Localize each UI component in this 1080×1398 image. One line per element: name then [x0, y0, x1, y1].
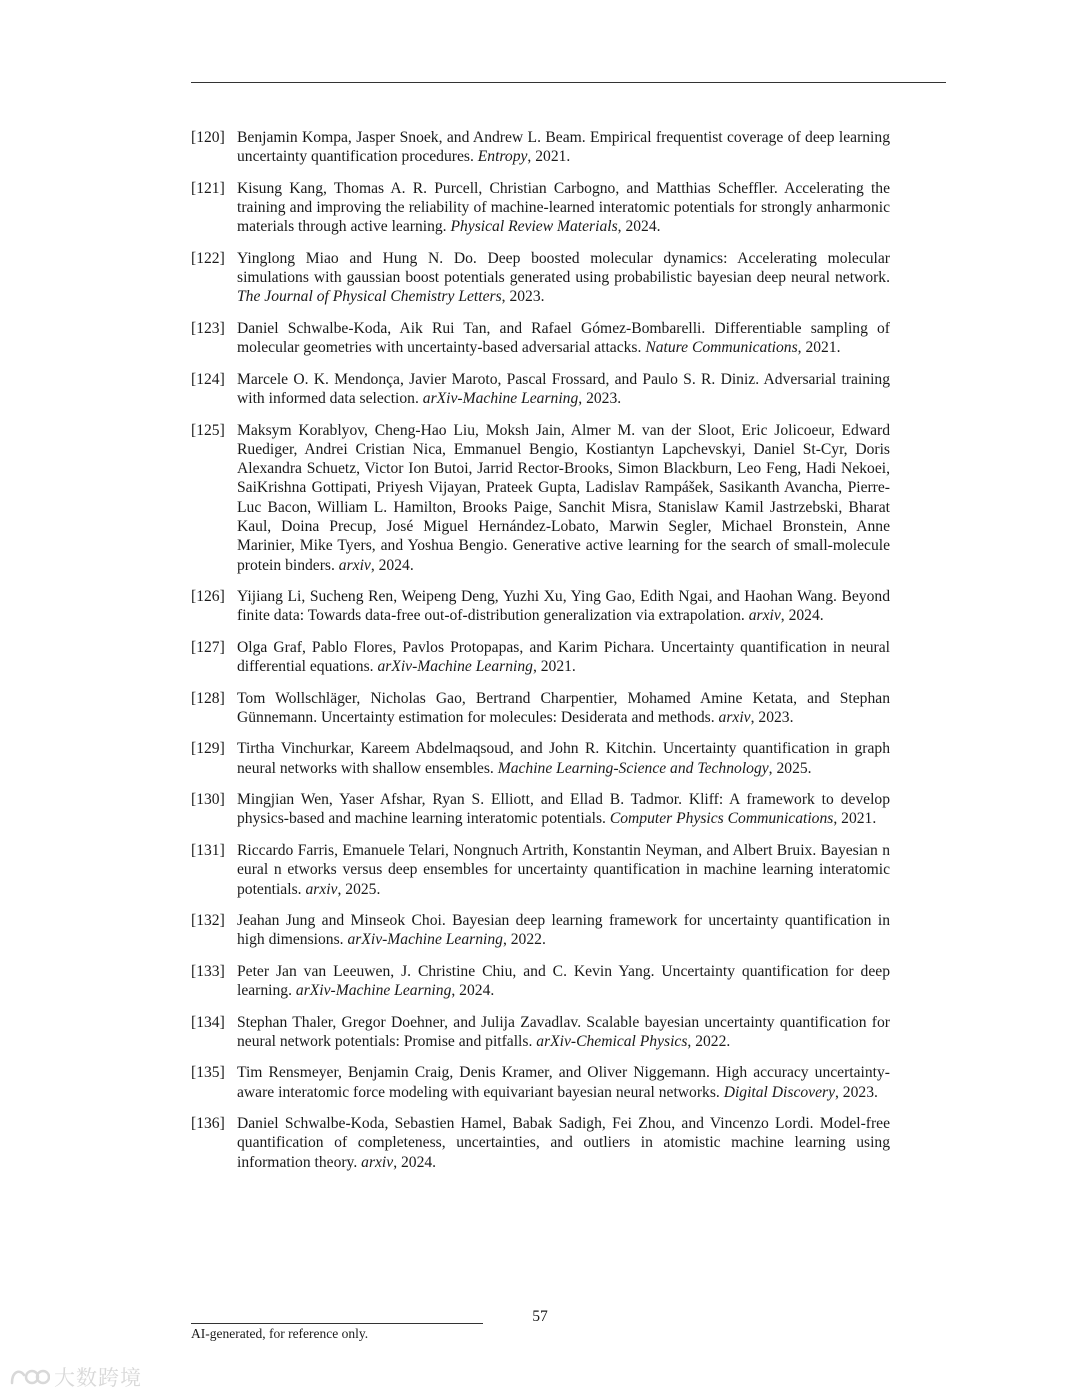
- reference-venue: arxiv: [361, 1153, 394, 1171]
- reference-text: Tim Rensmeyer, Benjamin Craig, Denis Kramer, and Oliver Niggemann. High accuracy uncertainty-aware interatomic force modeling with equivariant bayesian neural networks.: [237, 1064, 890, 1101]
- reference-text: Mingjian Wen, Yaser Afshar, Ryan S. Elliott, and Ellad B. Tadmor. Kliff: A framework to develop physics-based and machine learning interatomic potentials.: [237, 791, 890, 828]
- reference-entry: [191, 421, 890, 575]
- reference-venue: Computer Physics Communications: [609, 810, 834, 828]
- reference-venue: Entropy: [477, 148, 528, 166]
- footnote: AI-generated, for reference only.: [191, 1326, 369, 1341]
- reference-text: Peter Jan van Leeuwen, J. Christine Chiu, and C. Kevin Yang. Uncertainty quantification for deep learning.: [237, 962, 890, 1000]
- reference-entry: [191, 790, 890, 829]
- reference-venue: arXiv-Machine Learning: [295, 982, 452, 1000]
- reference-entry: [191, 587, 890, 626]
- reference-year: , 2022.: [687, 1032, 731, 1050]
- page-number: 57: [532, 1308, 548, 1325]
- reference-entry: [191, 179, 890, 237]
- reference-venue: arxiv: [338, 556, 371, 574]
- reference-year: , 2025.: [337, 880, 381, 898]
- reference-year: , 2023.: [750, 708, 794, 726]
- reference-year: , 2024.: [393, 1153, 437, 1171]
- reference-venue: arxiv: [718, 708, 751, 726]
- reference-year: , 2023.: [501, 288, 545, 306]
- reference-number: [136]: [191, 1115, 225, 1133]
- reference-number: [123]: [191, 319, 225, 337]
- reference-number: [131]: [191, 841, 225, 859]
- reference-text: Yijiang Li, Sucheng Ren, Weipeng Deng, Yuzhi Xu, Ying Gao, Edith Ngai, and Haohan Wang. Beyond finite data: Towards data-free out-of-distribution generalization via extrapolation.: [237, 588, 890, 625]
- reference-text: Stephan Thaler, Gregor Doehner, and Julija Zavadlav. Scalable bayesian uncertainty quantification for neural network potentials: Promise and pitfalls.: [237, 1013, 890, 1050]
- reference-year: , 2021.: [527, 148, 571, 166]
- reference-text: Maksym Korablyov, Cheng-Hao Liu, Moksh Jain, Almer M. van der Sloot, Eric Jolicoeur, Edward Ruediger, Andrei Cristian Nica, Emmanuel Bengio, Kostiantyn Lapchevskyi, Daniel St-Cyr, Doris Alexandra Schuetz, Victor Ion Butoi, Jarrid Rector-Brooks, Simon Blackburn, Leo Feng, Hadi Nekoei, SaiKrishna Gottipati, Priyesh Vijayan, Prateek Gupta, Ladislav Rampášek, Sasikanth Avancha, Pierre-Luc Bacon, William L. Hamilton, Brooks Paige, Sanchit Misra, Stanislaw Kamil Jastrzebski, Bharat Kaul, Doina Precup, José Miguel Hernández-Lobato, Marwin Segler, Michael Bronstein, Anne Marinier, Mike Tyers, and Yoshua Bengio. Generative active learning for the search of small-molecule protein binders.: [237, 421, 890, 574]
- reference-year: , 2021.: [833, 810, 877, 828]
- reference-number: [126]: [191, 588, 225, 606]
- reference-venue: Nature Communications: [645, 339, 798, 357]
- reference-number: [130]: [191, 791, 225, 809]
- watermark: [8, 1362, 142, 1392]
- reference-entry: [191, 962, 890, 1001]
- reference-venue: The Journal of Physical Chemistry Letters: [237, 288, 502, 306]
- reference-text: Tirtha Vinchurkar, Kareem Abdelmaqsoud, and John R. Kitchin. Uncertainty quantification in graph neural networks with shallow ensembles.: [237, 740, 890, 777]
- reference-text: Riccardo Farris, Emanuele Telari, Nongnuch Artrith, Konstantin Neyman, and Albert Bruix. Bayesian n eural n etworks versus deep ensembles for uncertainty quantification in machine learning interatomic potentials.: [237, 841, 890, 898]
- reference-text: Kisung Kang, Thomas A. R. Purcell, Christian Carbogno, and Matthias Scheffler. Accelerating the training and improving the reliability of machine-learned interatomic potentials for strongly anharmonic materials through active learning.: [237, 179, 890, 236]
- reference-number: [120]: [191, 129, 225, 146]
- reference-number: [134]: [191, 1013, 225, 1031]
- reference-text: Benjamin Kompa, Jasper Snoek, and Andrew L. Beam. Empirical frequentist coverage of deep learning uncertainty quantification procedures.: [237, 129, 890, 166]
- reference-text: Daniel Schwalbe-Koda, Sebastien Hamel, Babak Sadigh, Fei Zhou, and Vincenzo Lordi. Model-free quantification of completeness, uncertainties, and outliers in atomistic machine learning using information theory.: [237, 1115, 890, 1171]
- reference-entry: [191, 249, 890, 307]
- reference-venue: arXiv-Chemical Physics: [536, 1032, 688, 1050]
- reference-number: [135]: [191, 1064, 225, 1082]
- reference-venue: Physical Review Materials: [450, 218, 618, 236]
- footnote-rule: [191, 1323, 483, 1324]
- reference-entry: [191, 638, 890, 677]
- reference-year: , 2023.: [578, 390, 622, 408]
- reference-text: Jeahan Jung and Minseok Choi. Bayesian deep learning framework for uncertainty quantification in high dimensions.: [237, 912, 890, 949]
- reference-entry: [191, 1114, 890, 1172]
- reference-year: , 2022.: [502, 931, 546, 949]
- reference-number: [125]: [191, 421, 225, 439]
- reference-year: , 2024.: [780, 607, 824, 625]
- header-rule: [191, 82, 946, 83]
- reference-year: , 2024.: [451, 982, 495, 1000]
- reference-list: [191, 128, 890, 1184]
- reference-venue: arXiv-Machine Learning: [422, 390, 579, 408]
- reference-year: , 2021.: [532, 658, 576, 676]
- reference-entry: [191, 1013, 890, 1052]
- reference-text: Yinglong Miao and Hung N. Do. Deep boosted molecular dynamics: Accelerating molecular simulations with gaussian boost potentials generated using probabilistic bayesian deep neural network.: [237, 249, 890, 287]
- reference-year: , 2024.: [370, 556, 414, 574]
- reference-number: [124]: [191, 370, 225, 388]
- reference-venue: arxiv: [305, 880, 338, 898]
- reference-venue: Machine Learning-Science and Technology: [497, 759, 769, 777]
- reference-venue: arXiv-Machine Learning: [377, 658, 533, 676]
- reference-number: [128]: [191, 689, 225, 707]
- watermark-logo-icon: [8, 1365, 50, 1389]
- reference-venue: arxiv: [748, 607, 781, 625]
- reference-entry: [191, 739, 890, 778]
- watermark-text: 大数跨境: [54, 1366, 142, 1390]
- reference-venue: Digital Discovery: [723, 1083, 835, 1101]
- reference-number: [122]: [191, 249, 225, 267]
- reference-entry: [191, 319, 890, 358]
- reference-year: , 2023.: [835, 1083, 878, 1101]
- reference-entry: [191, 689, 890, 728]
- reference-entry: [191, 128, 890, 167]
- reference-number: [129]: [191, 740, 225, 758]
- reference-text: Olga Graf, Pablo Flores, Pavlos Protopapas, and Karim Pichara. Uncertainty quantification in neural differential equations.: [237, 638, 890, 676]
- reference-number: [132]: [191, 912, 225, 930]
- reference-venue: arXiv-Machine Learning: [347, 931, 503, 949]
- reference-entry: [191, 1063, 890, 1102]
- reference-text: Daniel Schwalbe-Koda, Aik Rui Tan, and Rafael Gómez-Bombarelli. Differentiable sampling of molecular geometries with uncertainty-based adversarial attacks.: [237, 319, 890, 357]
- reference-year: , 2021.: [797, 339, 841, 357]
- reference-year: , 2025.: [768, 759, 812, 777]
- reference-entry: [191, 911, 890, 950]
- reference-number: [127]: [191, 638, 225, 656]
- reference-entry: [191, 841, 890, 899]
- reference-entry: [191, 370, 890, 409]
- reference-number: [121]: [191, 179, 225, 197]
- reference-text: Tom Wollschläger, Nicholas Gao, Bertrand Charpentier, Mohamed Amine Ketata, and Stephan Günnemann. Uncertainty estimation for molecules: Desiderata and methods.: [237, 689, 890, 726]
- reference-number: [133]: [191, 962, 225, 980]
- reference-year: , 2024.: [617, 218, 661, 236]
- reference-text: Marcele O. K. Mendonça, Javier Maroto, Pascal Frossard, and Paulo S. R. Diniz. Adversarial training with informed data selection.: [237, 370, 890, 408]
